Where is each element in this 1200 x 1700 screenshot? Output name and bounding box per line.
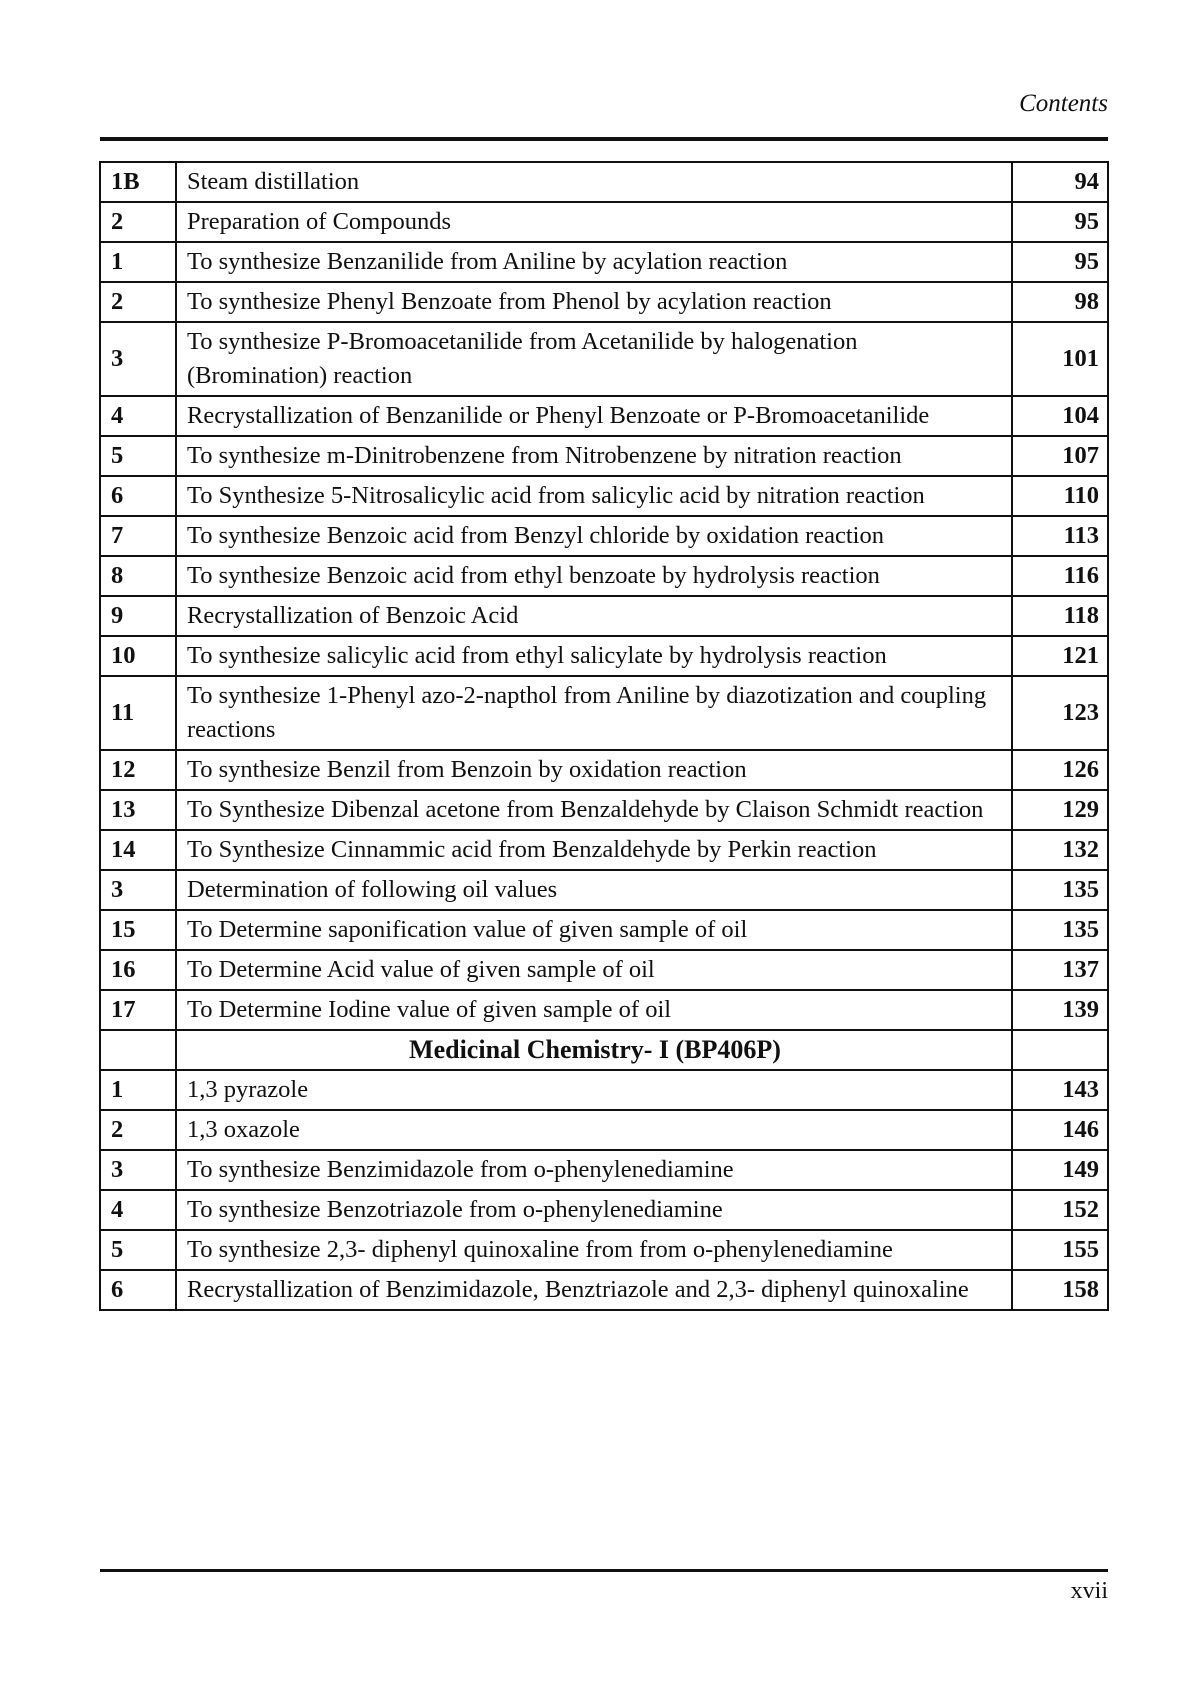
table-row <box>100 596 1108 636</box>
table-row <box>100 396 1108 436</box>
entry-number: 14 <box>100 830 176 870</box>
entry-page-number: 149 <box>1012 1150 1108 1190</box>
entry-number: 13 <box>100 790 176 830</box>
entry-page-number: 146 <box>1012 1110 1108 1150</box>
entry-number: 4 <box>100 396 176 436</box>
entry-page-number: 123 <box>1012 676 1108 750</box>
entry-title: 1,3 pyrazole <box>176 1070 1012 1110</box>
entry-page-number: 126 <box>1012 750 1108 790</box>
entry-number: 1B <box>100 162 176 202</box>
entry-number: 3 <box>100 1150 176 1190</box>
table-row <box>100 516 1108 556</box>
entry-page-number: 101 <box>1012 322 1108 396</box>
table-row <box>100 990 1108 1030</box>
entry-title: To Synthesize 5-Nitrosalicylic acid from salicylic acid by nitration reaction <box>176 476 1012 516</box>
table-row <box>100 910 1108 950</box>
entry-number: 8 <box>100 556 176 596</box>
entry-number: 4 <box>100 1190 176 1230</box>
table-row <box>100 242 1108 282</box>
entry-number: 5 <box>100 436 176 476</box>
section-heading-row <box>100 1030 1108 1070</box>
running-head: Contents <box>1019 90 1108 117</box>
entry-title: To Synthesize Cinnammic acid from Benzaldehyde by Perkin reaction <box>176 830 1012 870</box>
entry-number: 6 <box>100 1270 176 1310</box>
entry-title: To synthesize Benzoic acid from ethyl benzoate by hydrolysis reaction <box>176 556 1012 596</box>
entry-number <box>100 1030 176 1070</box>
entry-page-number: 95 <box>1012 242 1108 282</box>
entry-page-number: 104 <box>1012 396 1108 436</box>
contents-body <box>100 162 1108 1310</box>
entry-number: 2 <box>100 282 176 322</box>
entry-number: 9 <box>100 596 176 636</box>
entry-page-number: 132 <box>1012 830 1108 870</box>
entry-number: 16 <box>100 950 176 990</box>
entry-page-number: 137 <box>1012 950 1108 990</box>
entry-number: 2 <box>100 1110 176 1150</box>
table-row <box>100 1190 1108 1230</box>
entry-number: 17 <box>100 990 176 1030</box>
entry-title: To synthesize m-Dinitrobenzene from Nitrobenzene by nitration reaction <box>176 436 1012 476</box>
entry-title: To synthesize Benzimidazole from o-phenylenediamine <box>176 1150 1012 1190</box>
table-row <box>100 636 1108 676</box>
entry-number: 7 <box>100 516 176 556</box>
entry-title: To synthesize Phenyl Benzoate from Phenol by acylation reaction <box>176 282 1012 322</box>
table-row <box>100 162 1108 202</box>
entry-number: 6 <box>100 476 176 516</box>
table-row <box>100 322 1108 396</box>
table-row <box>100 282 1108 322</box>
entry-title: Recrystallization of Benzanilide or Phenyl Benzoate or P-Bromoacetanilide <box>176 396 1012 436</box>
entry-title: 1,3 oxazole <box>176 1110 1012 1150</box>
entry-page-number <box>1012 1030 1108 1070</box>
table-row <box>100 436 1108 476</box>
entry-number: 1 <box>100 1070 176 1110</box>
table-row <box>100 870 1108 910</box>
entry-title: To synthesize 1-Phenyl azo-2-napthol from Aniline by diazotization and coupling reactions <box>176 676 1012 750</box>
entry-title: Preparation of Compounds <box>176 202 1012 242</box>
entry-number: 1 <box>100 242 176 282</box>
entry-page-number: 152 <box>1012 1190 1108 1230</box>
entry-number: 5 <box>100 1230 176 1270</box>
table-row <box>100 556 1108 596</box>
entry-page-number: 107 <box>1012 436 1108 476</box>
entry-title: To synthesize P-Bromoacetanilide from Acetanilide by halogenation (Bromination) reaction <box>176 322 1012 396</box>
entry-page-number: 155 <box>1012 1230 1108 1270</box>
entry-page-number: 98 <box>1012 282 1108 322</box>
entry-number: 15 <box>100 910 176 950</box>
entry-number: 11 <box>100 676 176 750</box>
entry-page-number: 110 <box>1012 476 1108 516</box>
entry-title: To synthesize salicylic acid from ethyl salicylate by hydrolysis reaction <box>176 636 1012 676</box>
entry-page-number: 95 <box>1012 202 1108 242</box>
bottom-rule <box>100 1569 1108 1572</box>
entry-page-number: 116 <box>1012 556 1108 596</box>
entry-title: To synthesize Benzanilide from Aniline by acylation reaction <box>176 242 1012 282</box>
entry-title: To synthesize Benzoic acid from Benzyl chloride by oxidation reaction <box>176 516 1012 556</box>
table-row <box>100 790 1108 830</box>
table-row <box>100 830 1108 870</box>
entry-page-number: 135 <box>1012 870 1108 910</box>
page-number: xvii <box>1070 1578 1108 1604</box>
entry-page-number: 139 <box>1012 990 1108 1030</box>
entry-number: 10 <box>100 636 176 676</box>
top-rule <box>100 137 1108 141</box>
entry-page-number: 129 <box>1012 790 1108 830</box>
contents-table <box>99 161 1109 1311</box>
table-row <box>100 202 1108 242</box>
table-row <box>100 1110 1108 1150</box>
table-row <box>100 1270 1108 1310</box>
entry-number: 3 <box>100 322 176 396</box>
entry-page-number: 118 <box>1012 596 1108 636</box>
table-row <box>100 1230 1108 1270</box>
entry-title: Recrystallization of Benzimidazole, Benztriazole and 2,3- diphenyl quinoxaline <box>176 1270 1012 1310</box>
entry-title: To synthesize Benzotriazole from o-phenylenediamine <box>176 1190 1012 1230</box>
entry-title: To Determine Acid value of given sample of oil <box>176 950 1012 990</box>
table-row <box>100 750 1108 790</box>
entry-page-number: 94 <box>1012 162 1108 202</box>
section-heading: Medicinal Chemistry- I (BP406P) <box>176 1030 1012 1070</box>
entry-number: 2 <box>100 202 176 242</box>
entry-title: To Determine Iodine value of given sample of oil <box>176 990 1012 1030</box>
entry-title: Determination of following oil values <box>176 870 1012 910</box>
table-row <box>100 476 1108 516</box>
entry-number: 3 <box>100 870 176 910</box>
entry-title: Recrystallization of Benzoic Acid <box>176 596 1012 636</box>
entry-page-number: 143 <box>1012 1070 1108 1110</box>
entry-page-number: 158 <box>1012 1270 1108 1310</box>
table-row <box>100 1070 1108 1110</box>
entry-page-number: 135 <box>1012 910 1108 950</box>
table-row <box>100 676 1108 750</box>
entry-title: To synthesize Benzil from Benzoin by oxidation reaction <box>176 750 1012 790</box>
table-row <box>100 1150 1108 1190</box>
table-row <box>100 950 1108 990</box>
entry-title: Steam distillation <box>176 162 1012 202</box>
entry-title: To synthesize 2,3- diphenyl quinoxaline from from o-phenylenediamine <box>176 1230 1012 1270</box>
entry-number: 12 <box>100 750 176 790</box>
entry-title: To Synthesize Dibenzal acetone from Benzaldehyde by Claison Schmidt reaction <box>176 790 1012 830</box>
entry-page-number: 113 <box>1012 516 1108 556</box>
entry-page-number: 121 <box>1012 636 1108 676</box>
entry-title: To Determine saponification value of given sample of oil <box>176 910 1012 950</box>
